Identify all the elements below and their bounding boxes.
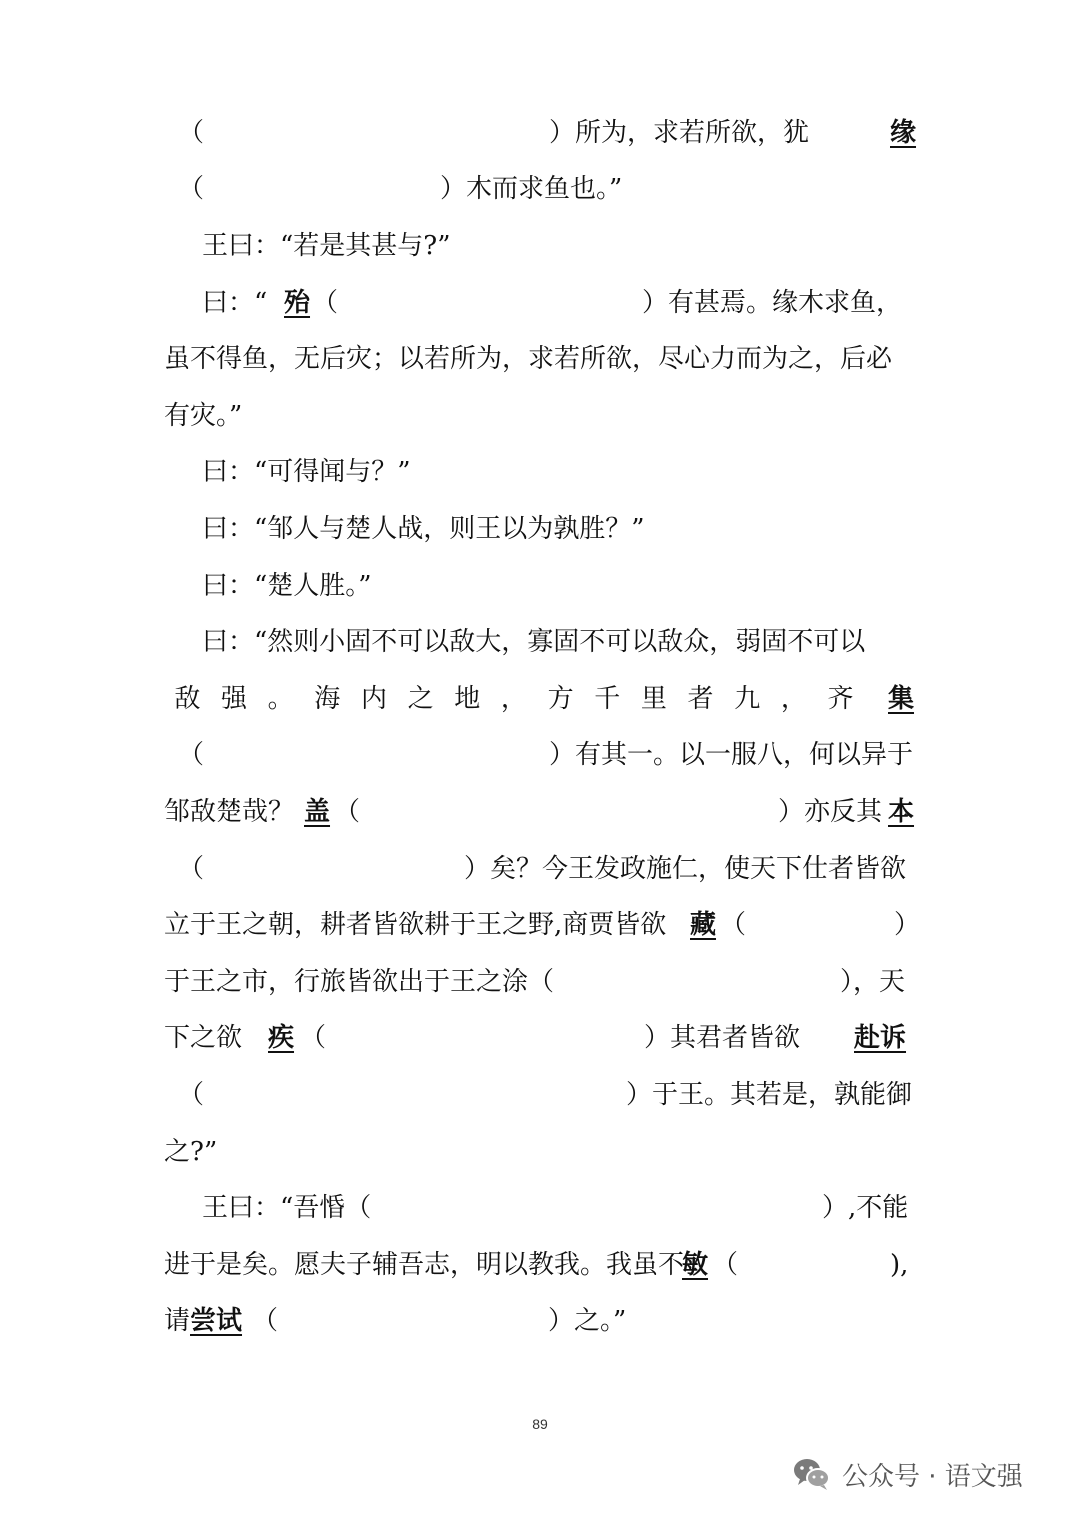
text-segment: ）其君者皆欲 xyxy=(644,1023,801,1053)
char: 方 xyxy=(547,684,574,714)
text-segment: 进于是矣。愿夫子辅吾志，明以教我。我虽不 xyxy=(164,1250,685,1280)
text-segment: ）所为，求若所欲，犹 xyxy=(549,118,810,148)
wechat-icon xyxy=(792,1457,832,1491)
text-segment: 下之欲 xyxy=(164,1023,243,1053)
text-segment: （ xyxy=(178,118,205,148)
text-segment xyxy=(164,679,864,719)
text-segment: 于王之市，行旅皆欲出于王之涂（ xyxy=(164,967,555,997)
text-segment: 虽不得鱼，无后灾；以若所为，求若所欲，尽心力而为之，后必 xyxy=(164,344,893,374)
text-segment: 有灾。” xyxy=(164,401,243,431)
text-segment: ）有其一。以一服八，何以异于 xyxy=(549,740,914,770)
page-number: 89 xyxy=(532,1416,548,1432)
text-line xyxy=(164,509,916,549)
text-segment: （ xyxy=(178,854,205,884)
text-line xyxy=(164,452,916,492)
text-segment: 曰：“可得闻与？” xyxy=(202,457,411,487)
text-segment: 曰：“楚人胜。” xyxy=(202,571,372,601)
text-segment: ）之。” xyxy=(548,1306,627,1336)
text-line xyxy=(164,396,916,436)
text-line xyxy=(164,1132,916,1172)
text-segment: 曰：“然则小固不可以敌大，寡固不可以敌众，弱固不可以 xyxy=(202,627,866,657)
char: 敌 xyxy=(174,684,201,714)
text-segment: ), xyxy=(890,1250,909,1280)
char: 九 xyxy=(734,684,761,714)
text-segment: （ xyxy=(178,174,205,204)
text-segment: ）亦反其 xyxy=(778,797,883,827)
text-segment: （ xyxy=(252,1306,279,1336)
text-segment: ）矣？今王发政施仁，使天下仕者皆欲 xyxy=(464,854,907,884)
text-segment: 立于王之朝，耕者皆欲耕于王之野,商贾皆欲 xyxy=(164,910,667,940)
key-term: 盖 xyxy=(304,797,331,827)
text-segment: ），天 xyxy=(840,967,906,997)
text-line xyxy=(164,962,916,1002)
text-segment: （ xyxy=(178,740,205,770)
text-line xyxy=(164,1301,916,1341)
char: 。 xyxy=(267,684,294,714)
text-line xyxy=(164,339,916,379)
text-segment: 王曰：“若是其甚与?” xyxy=(202,231,451,261)
text-line xyxy=(164,169,916,209)
text-line xyxy=(164,113,916,153)
text-line xyxy=(164,1018,916,1058)
text-line xyxy=(164,735,916,775)
char: 齐 xyxy=(827,684,854,714)
key-term: 本 xyxy=(888,797,915,827)
text-segment: （ xyxy=(720,910,747,940)
char: 强 xyxy=(220,684,247,714)
text-line xyxy=(164,1075,916,1115)
key-term: 藏 xyxy=(690,910,717,940)
watermark-text: 公众号 · 语文强 xyxy=(842,1461,1023,1492)
char: 里 xyxy=(640,684,667,714)
text-line xyxy=(164,622,916,662)
text-segment: 邹敌楚哉？ xyxy=(164,797,295,827)
char: 之 xyxy=(407,684,434,714)
text-segment: ）有甚焉。缘木求鱼， xyxy=(642,288,903,318)
char: ， xyxy=(500,684,527,714)
key-term: 疾 xyxy=(268,1023,295,1053)
text-segment: （ xyxy=(712,1250,739,1280)
text-segment: 曰：“邹人与楚人战，则王以为孰胜？” xyxy=(202,514,645,544)
text-line xyxy=(164,905,921,945)
key-term: 缘 xyxy=(890,118,917,148)
text-line xyxy=(164,849,916,889)
char: 海 xyxy=(314,684,341,714)
text-segment: 请 xyxy=(164,1306,191,1336)
char: ， xyxy=(780,684,807,714)
text-line xyxy=(164,792,916,832)
key-term: 殆 xyxy=(284,288,311,318)
key-term: 敏 xyxy=(682,1250,709,1280)
text-segment: 曰：“ xyxy=(202,288,268,318)
key-term: 赴诉 xyxy=(854,1023,907,1053)
char: 千 xyxy=(594,684,621,714)
char: 地 xyxy=(454,684,481,714)
text-segment: （ xyxy=(178,1080,205,1110)
text-segment: ） xyxy=(894,910,921,940)
char: 者 xyxy=(687,684,714,714)
char: 内 xyxy=(360,684,387,714)
text-segment: （ xyxy=(334,797,361,827)
text-segment: ）木而求鱼也。” xyxy=(440,174,623,204)
text-segment: （ xyxy=(312,288,339,318)
text-line xyxy=(164,283,916,323)
key-term: 尝试 xyxy=(190,1306,243,1336)
text-segment: 王曰：“吾惛（ xyxy=(202,1193,372,1223)
text-segment: （ xyxy=(300,1023,327,1053)
watermark xyxy=(792,1454,1023,1494)
text-line xyxy=(164,679,916,719)
text-segment: ）于王。其若是，孰能御 xyxy=(626,1080,913,1110)
text-segment: ）,不能 xyxy=(822,1193,909,1223)
key-term: 集 xyxy=(888,684,915,714)
text-line xyxy=(164,566,916,606)
text-line xyxy=(164,1188,916,1228)
text-line xyxy=(164,1245,916,1285)
text-segment: 之?” xyxy=(164,1137,218,1167)
text-line xyxy=(164,226,916,266)
